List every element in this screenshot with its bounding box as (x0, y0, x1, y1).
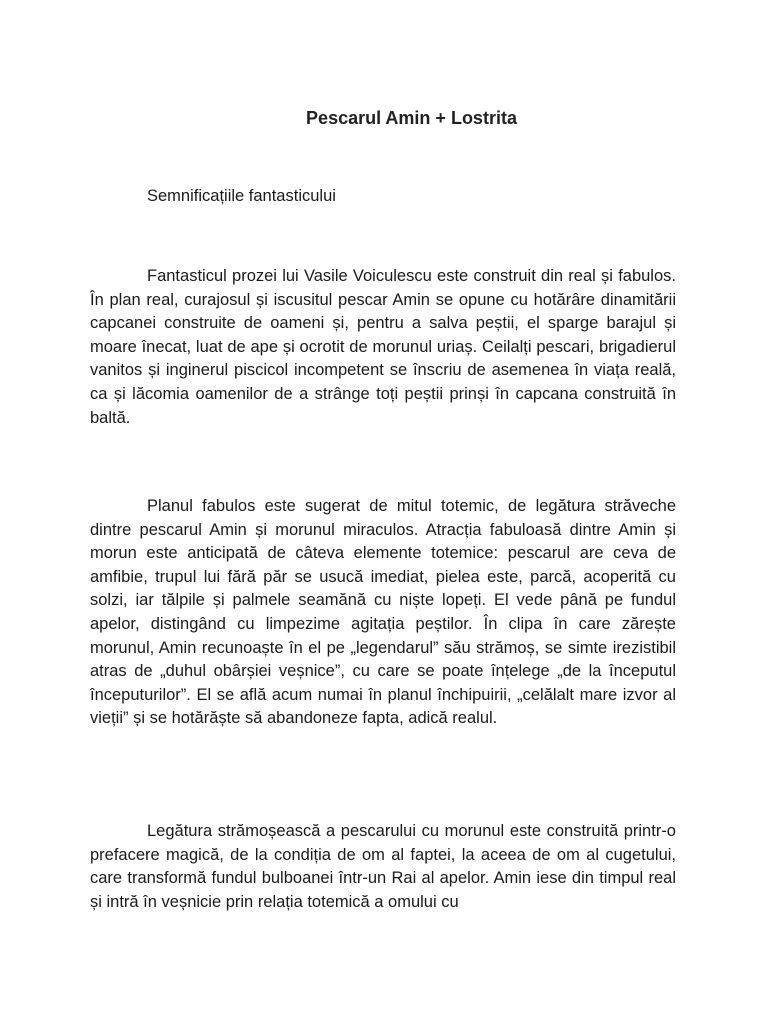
paragraph-totemic-myth: Planul fabulos este sugerat de mitul totemic, de legătura străveche dintre pescarul Amin și morunul miraculos. Atracția fabuloasă dintre Amin și morun este anticipată de câteva elemente totemice: pescarul are ceva de amfibie, trupul lui fără păr se usucă imediat, pielea este, parcă, acoperită cu solzi, iar tălpile și palmele seamănă cu niște lopeți. El vede până pe fundul apelor, distingând cu limpezime agitația peștilor. În clipa în care zărește morunul, Amin recunoaște în el pe „legendarul” său strămoș, se simte irezistibil atras de „duhul obârșiei veșnice”, cu care se poate înțelege „de la începutul începuturilor”. El se află acum numai în planul închipuirii, „celălalt mare izvor al vieții” și se hotărăște să abandoneze fapta, adică realul. (90, 497, 676, 728)
paragraph-magic-transformation: Legătura strămoșească a pescarului cu morunul este construită printr-o prefacere magică, de la condiția de om al faptei, la aceea de om al cugetului, care transformă fundul bulboanei într-un Rai al apelor. Amin iese din timpul real și intră în veșnicie prin relația totemică a omului cu (90, 822, 676, 911)
document-title: Pescarul Amin + Lostrita (306, 108, 517, 128)
paragraph-real-and-fabulous: Fantasticul prozei lui Vasile Voiculescu este construit din real și fabulos. În plan real, curajosul și iscusitul pescar Amin se opune cu hotărâre dinamitării capcanei construite de oameni și, pentru a salva peștii, el sparge barajul și moare înecat, luat de ape și ocrotit de morunul uriaș. Ceilalți pescari, brigadierul vanitos și inginerul piscicol incompetent se înscriu de asemenea în viața reală, ca și lăcomia oamenilor de a strânge toți peștii prinși în capcana construită în baltă. (90, 267, 676, 427)
section-subtitle: Semnificațiile fantasticului (147, 187, 336, 205)
